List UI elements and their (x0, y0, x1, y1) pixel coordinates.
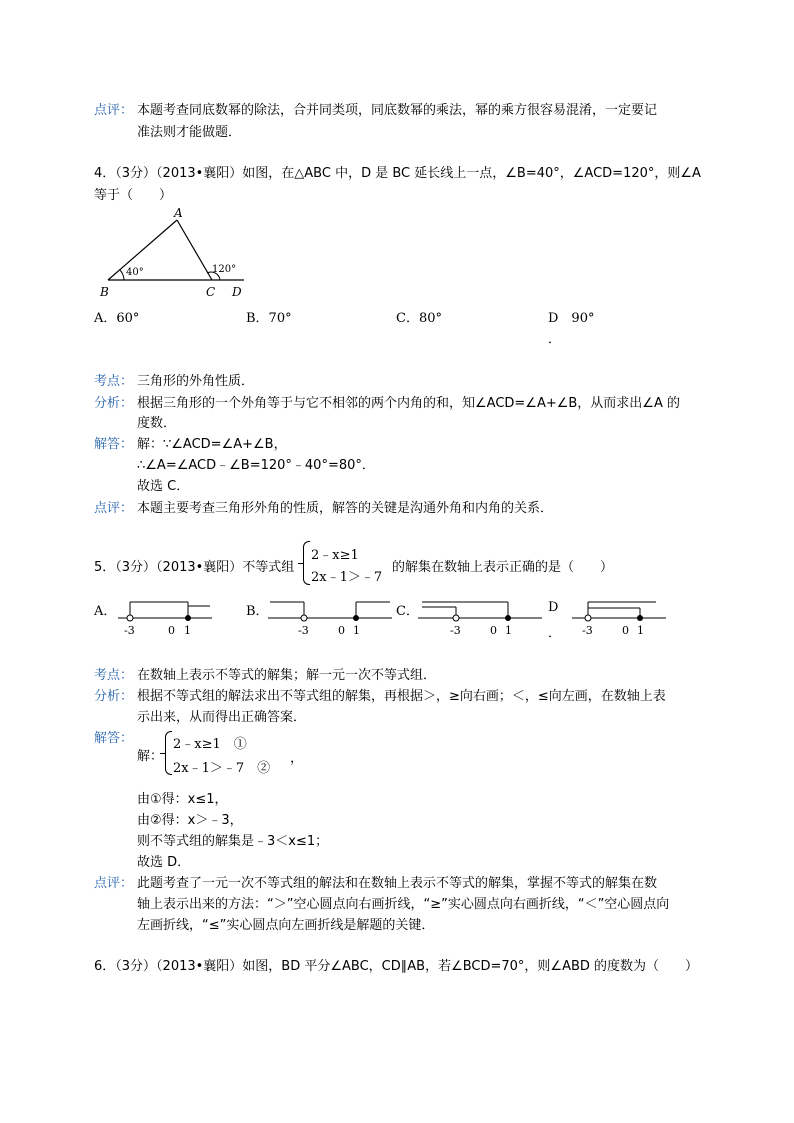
tick-0: 0 (338, 624, 345, 637)
tick-neg3: -3 (298, 624, 309, 637)
tick-0: 0 (168, 624, 175, 637)
q4-jieda-line-1: 解：∵∠ACD=∠A+∠B， (137, 437, 287, 452)
q5-fenxi-line-1: 根据不等式组的解法求出不等式组的解集，再根据＞，≥向右画；＜，≤向左画，在数轴上表 (137, 689, 666, 704)
q4-jieda-line-2: ∴∠A=∠ACD﹣∠B=120°﹣40°=80°． (137, 458, 375, 473)
q5-step-1: 由①得：x≤1， (137, 792, 228, 807)
tick-neg3: -3 (450, 624, 461, 637)
point-1 (185, 615, 191, 621)
point-neg3 (127, 615, 133, 621)
tick-0: 0 (622, 624, 629, 637)
triangle-figure (94, 204, 254, 300)
q5-system-brace (165, 731, 172, 775)
q4-kaodian-label: 考点： (94, 374, 134, 389)
q4-jieda-line-3: 故选 C． (137, 479, 190, 494)
q5-system-comma: ， (290, 751, 304, 766)
q5-option-a-label: A． (94, 604, 117, 619)
q4-option-b: B．70° (246, 311, 292, 326)
q5-kaodian-label: 考点： (94, 668, 134, 683)
q5-dianping-line-2: 轴上表示出来的方法：“＞”空心圆点向右画折线，“≥”实心圆点向右画折线，“＜”空心圆点向 (137, 897, 670, 912)
q4-fenxi-label: 分析： (94, 396, 134, 411)
q4-kaodian: 三角形的外角性质． (137, 374, 255, 389)
tick-1: 1 (637, 624, 644, 637)
q4-dianping-label: 点评： (94, 501, 134, 516)
q4-fenxi-line-1: 根据三角形的一个外角等于与它不相邻的两个内角的和，知∠ACD=∠A+∠B，从而求出∠A 的 (137, 396, 680, 411)
point-1 (637, 615, 643, 621)
q5-stem-ineq-2: 2x﹣1＞﹣7 (311, 570, 383, 585)
tick-neg3: -3 (124, 624, 135, 637)
number-line-b (266, 598, 396, 638)
point-1 (505, 615, 511, 621)
q5-fenxi-line-2: 示出来，从而得出正确答案． (137, 710, 307, 725)
q4-stem-line-1: 4．（3分）（2013•襄阳）如图，在△ABC 中，D 是 BC 延长线上一点，∠B=40°，∠ACD=120°，则∠A (94, 166, 701, 181)
q4-option-a: A．60° (94, 311, 140, 326)
q5-system-eq-2: 2x﹣1＞﹣7 ② (173, 761, 271, 776)
comment-line-1: 本题考查同底数幂的除法，合并同类项，同底数幂的乘法，幂的乘方很容易混淆，一定要记 (137, 103, 658, 118)
q5-option-c-label: C． (396, 604, 419, 619)
q4-option-d: D 90° (548, 311, 595, 326)
q4-dianping: 本题主要考查三角形外角的性质，解答的关键是沟通外角和内角的关系． (137, 501, 554, 516)
q5-dianping-line-3: 左画折线，“≤”实心圆点向左画折线是解题的关键． (137, 918, 435, 933)
q5-dianping-line-1: 此题考查了一元一次不等式组的解法和在数轴上表示不等式的解集，掌握不等式的解集在数 (137, 876, 658, 891)
tick-1: 1 (184, 624, 191, 637)
point-1 (353, 615, 359, 621)
q4-option-d-dot: ． (548, 332, 562, 347)
q5-step-4: 故选 D． (137, 855, 191, 870)
tick-0: 0 (490, 624, 497, 637)
q5-fenxi-label: 分析： (94, 689, 134, 704)
label-a: A (174, 206, 183, 220)
q5-step-3: 则不等式组的解集是﹣3＜x≤1； (137, 834, 329, 849)
q5-stem-brace (303, 541, 310, 585)
tick-1: 1 (505, 624, 512, 637)
angle-b-value: 40° (126, 267, 144, 278)
comment-line-2: 准法则才能做题． (137, 125, 242, 140)
q5-stem-suffix: 的解集在数轴上表示正确的是（ ） (392, 560, 614, 575)
side-ac (177, 220, 212, 280)
label-b: B (100, 285, 109, 299)
q5-stem-prefix: 5．（3分）（2013•襄阳）不等式组 (94, 560, 295, 575)
q6-stem: 6．（3分）（2013•襄阳）如图，BD 平分∠ABC，CD∥AB，若∠BCD=70°，则∠ABD 的度数为（ ） (94, 959, 699, 974)
q4-jieda-label: 解答： (94, 437, 134, 452)
number-line-c (416, 598, 546, 638)
tick-neg3: -3 (582, 624, 593, 637)
q5-option-b-label: B． (246, 604, 269, 619)
tick-1: 1 (353, 624, 360, 637)
label-c: C (206, 285, 216, 299)
q4-option-c: C．80° (396, 311, 442, 326)
q5-jieda-label: 解答： (94, 731, 134, 746)
angle-b-arc (120, 270, 124, 280)
q5-option-d-dot: ． (548, 626, 562, 641)
comment-label: 点评： (94, 103, 134, 118)
number-line-d (570, 598, 670, 638)
point-neg3 (301, 615, 307, 621)
number-line-a (116, 598, 216, 638)
point-neg3 (585, 615, 591, 621)
q5-option-d-label: D (548, 600, 559, 615)
q5-step-2: 由②得：x＞﹣3， (137, 813, 243, 828)
q4-stem-line-2: 等于（ ） (94, 188, 173, 203)
angle-c-value: 120° (212, 264, 237, 275)
label-d: D (232, 285, 242, 299)
point-neg3 (453, 615, 459, 621)
q4-fenxi-line-2: 度数． (137, 416, 177, 431)
q5-kaodian: 在数轴上表示不等式的解集；解一元一次不等式组． (137, 668, 437, 683)
q5-dianping-label: 点评： (94, 876, 134, 891)
q5-jie-prefix: 解： (137, 749, 164, 764)
q5-system-eq-1: 2﹣x≥1 ① (173, 737, 247, 752)
q5-stem-ineq-1: 2﹣x≥1 (311, 548, 359, 563)
